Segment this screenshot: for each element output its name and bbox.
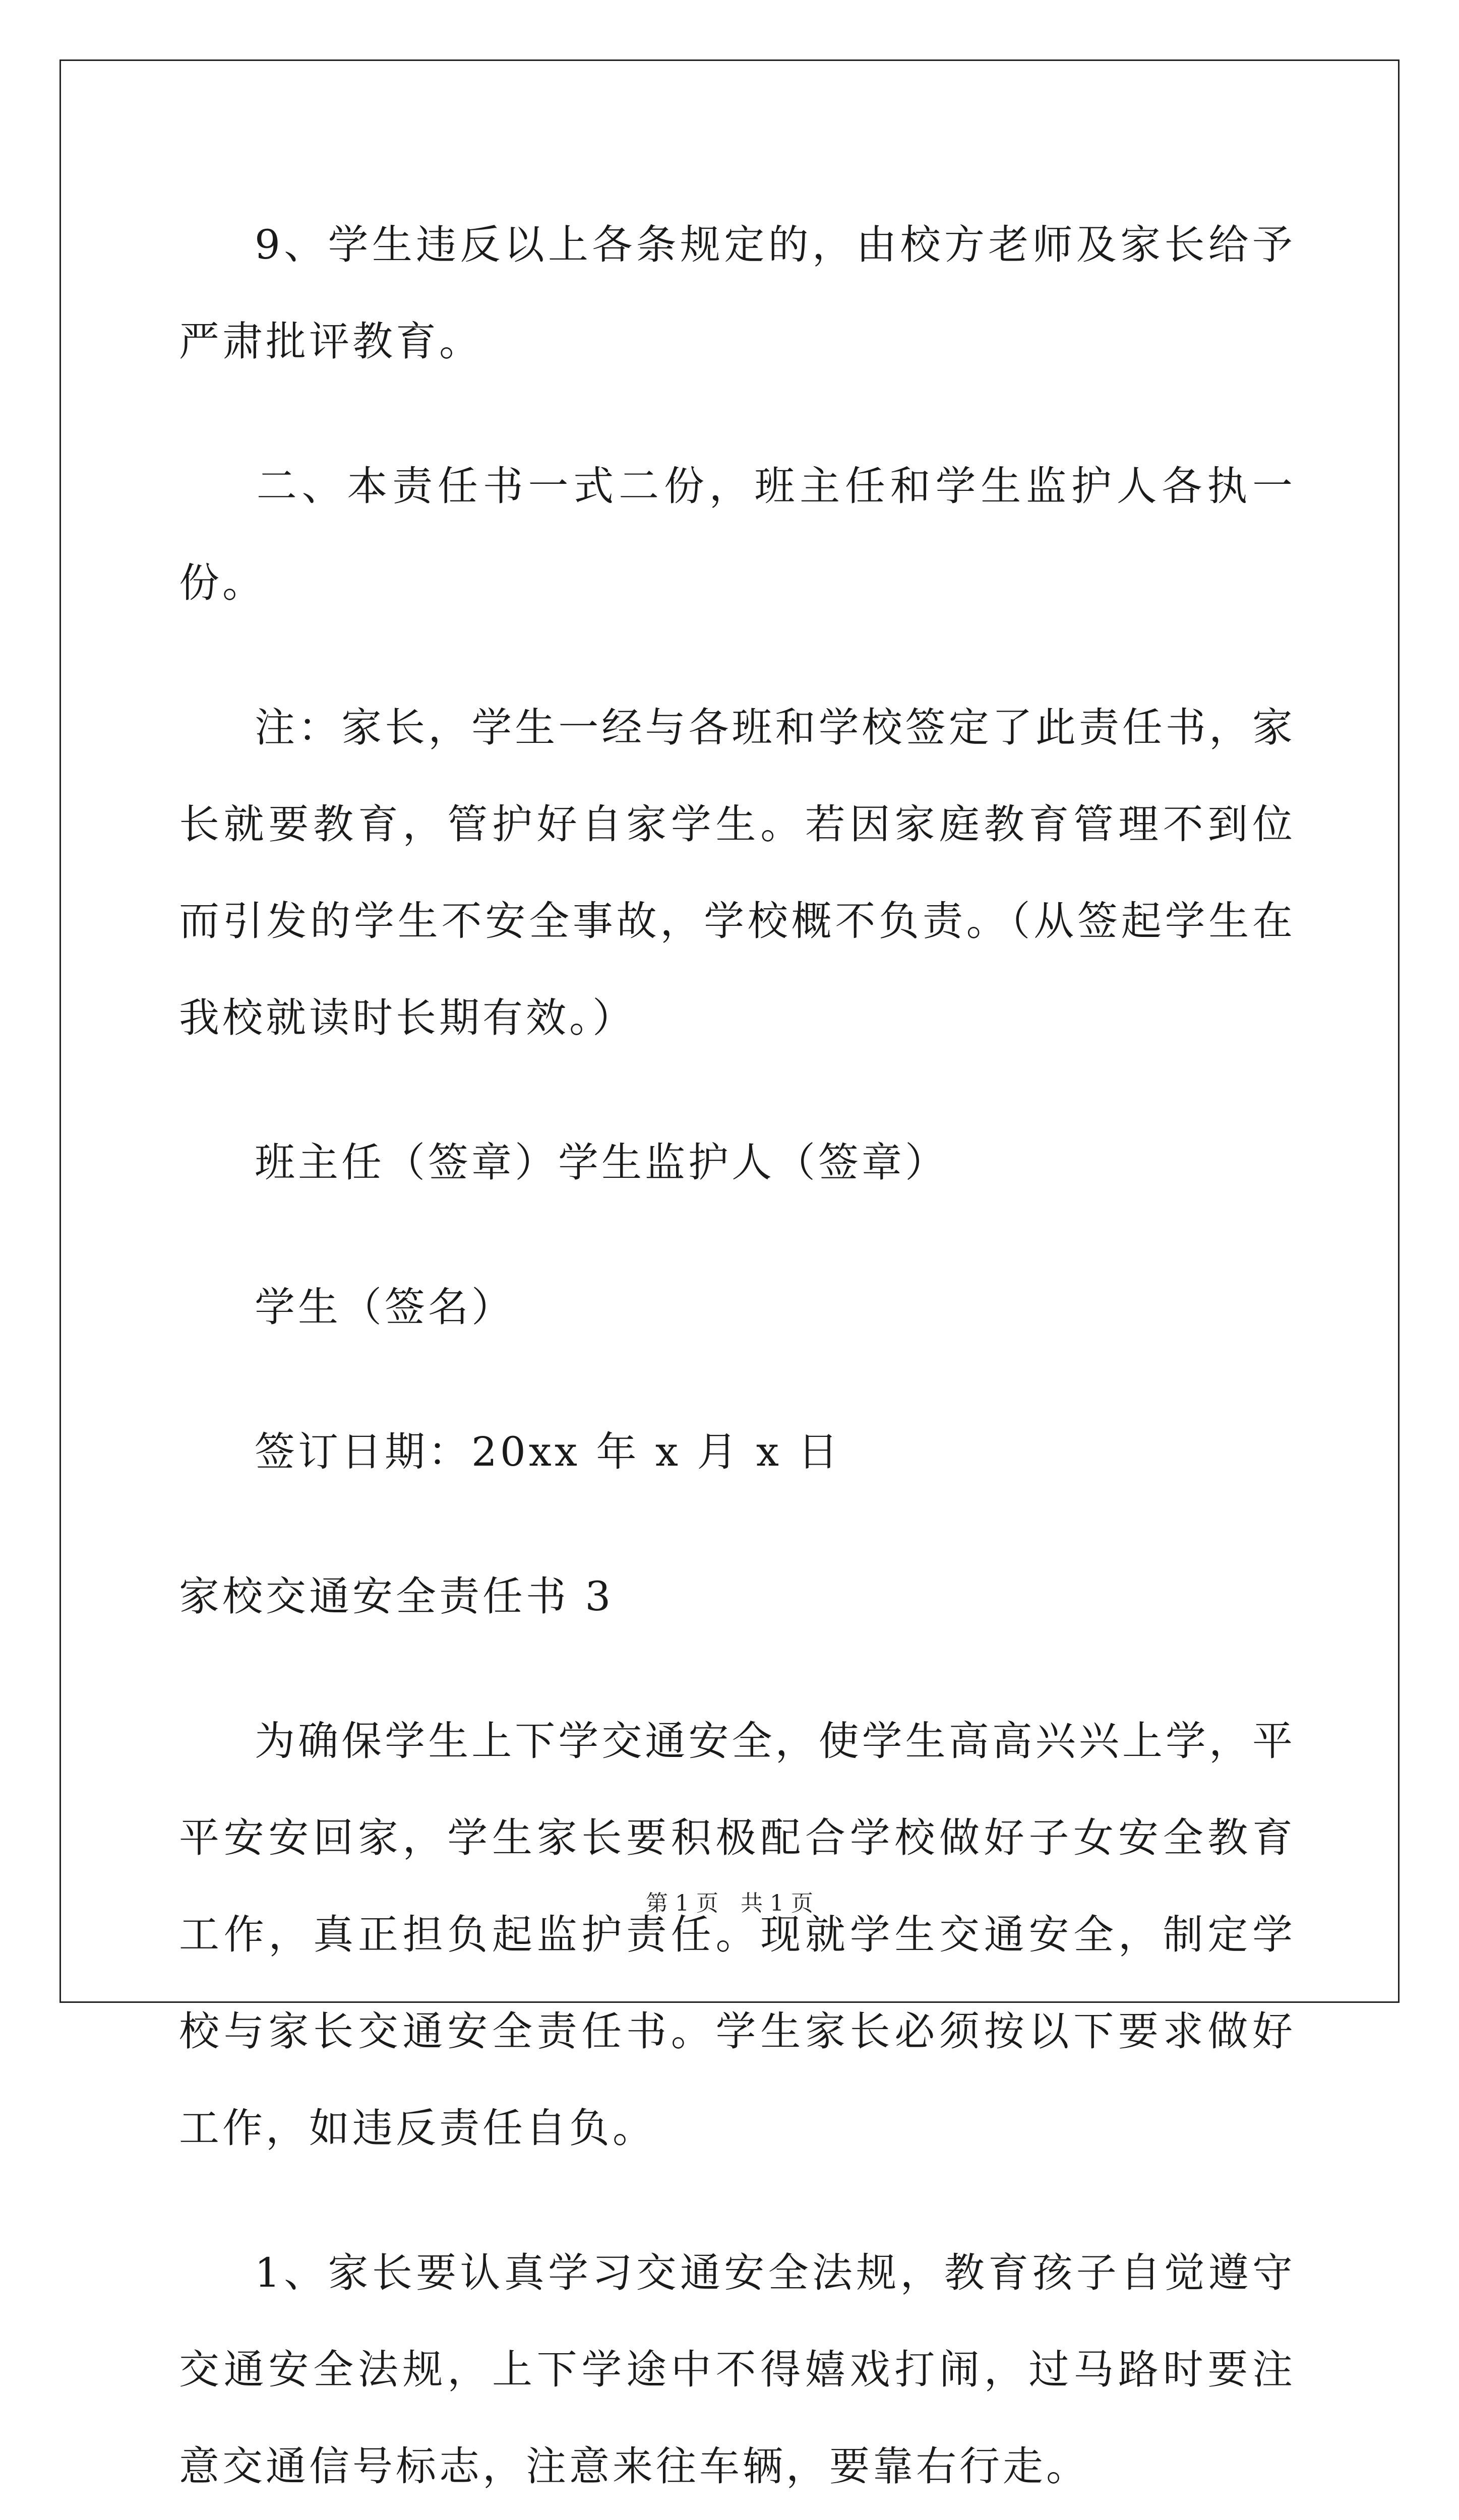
paragraph-note [179,679,1296,1066]
paragraph-copies [179,438,1296,632]
paragraph-text: 学生（签名） [255,1284,515,1331]
section-title [179,1548,1296,1645]
paragraph-text: 二、本责任书一式二份，班主任和学生监护人各执一份。 [179,463,1296,606]
paragraph-text: 班主任（签章）学生监护人（签章） [255,1139,948,1186]
signature-line-teacher-guardian [179,1114,1296,1211]
paragraph-rule-9 [179,197,1296,390]
paragraph-intro [179,1693,1296,2177]
paragraph-text: 9、学生违反以上各条规定的，由校方老师及家长给予严肃批评教育。 [179,221,1296,365]
paragraph-text: 注：家长，学生一经与各班和学校签定了此责任书，家长就要教育，管护好自家学生。若因家庭教育管理不到位而引发的学生不安全事故，学校概不负责。（从签起学生在我校就读时长期有效。） [179,704,1296,1041]
paragraph-text: 签订日期：20xx 年 x 月 x 日 [255,1428,841,1475]
signing-date [179,1404,1296,1500]
section-title-text: 家校交通安全责任书 3 [179,1573,614,1620]
paragraph-text: 为确保学生上下学交通安全，使学生高高兴兴上学，平平安安回家，学生家长要积极配合学校做好子女安全教育工作，真正担负起监护责任。现就学生交通安全，制定学校与家长交通安全责任书。学生家长必须按以下要求做好工作，如违反责任自负。 [179,1718,1296,2152]
document-body [179,197,1296,2520]
signature-line-student [179,1259,1296,1356]
page-number: 第 1 页 共 1 页 [646,1891,813,1916]
paragraph-text: 1、家长要认真学习交通安全法规，教育孩子自觉遵守交通安全法规，上下学途中不得嬉戏打闹，过马路时要注意交通信号标志，注意来往车辆，要靠右行走。 [179,2249,1296,2490]
paragraph-rule-1 [179,2225,1296,2515]
page-footer [0,1893,1459,1915]
